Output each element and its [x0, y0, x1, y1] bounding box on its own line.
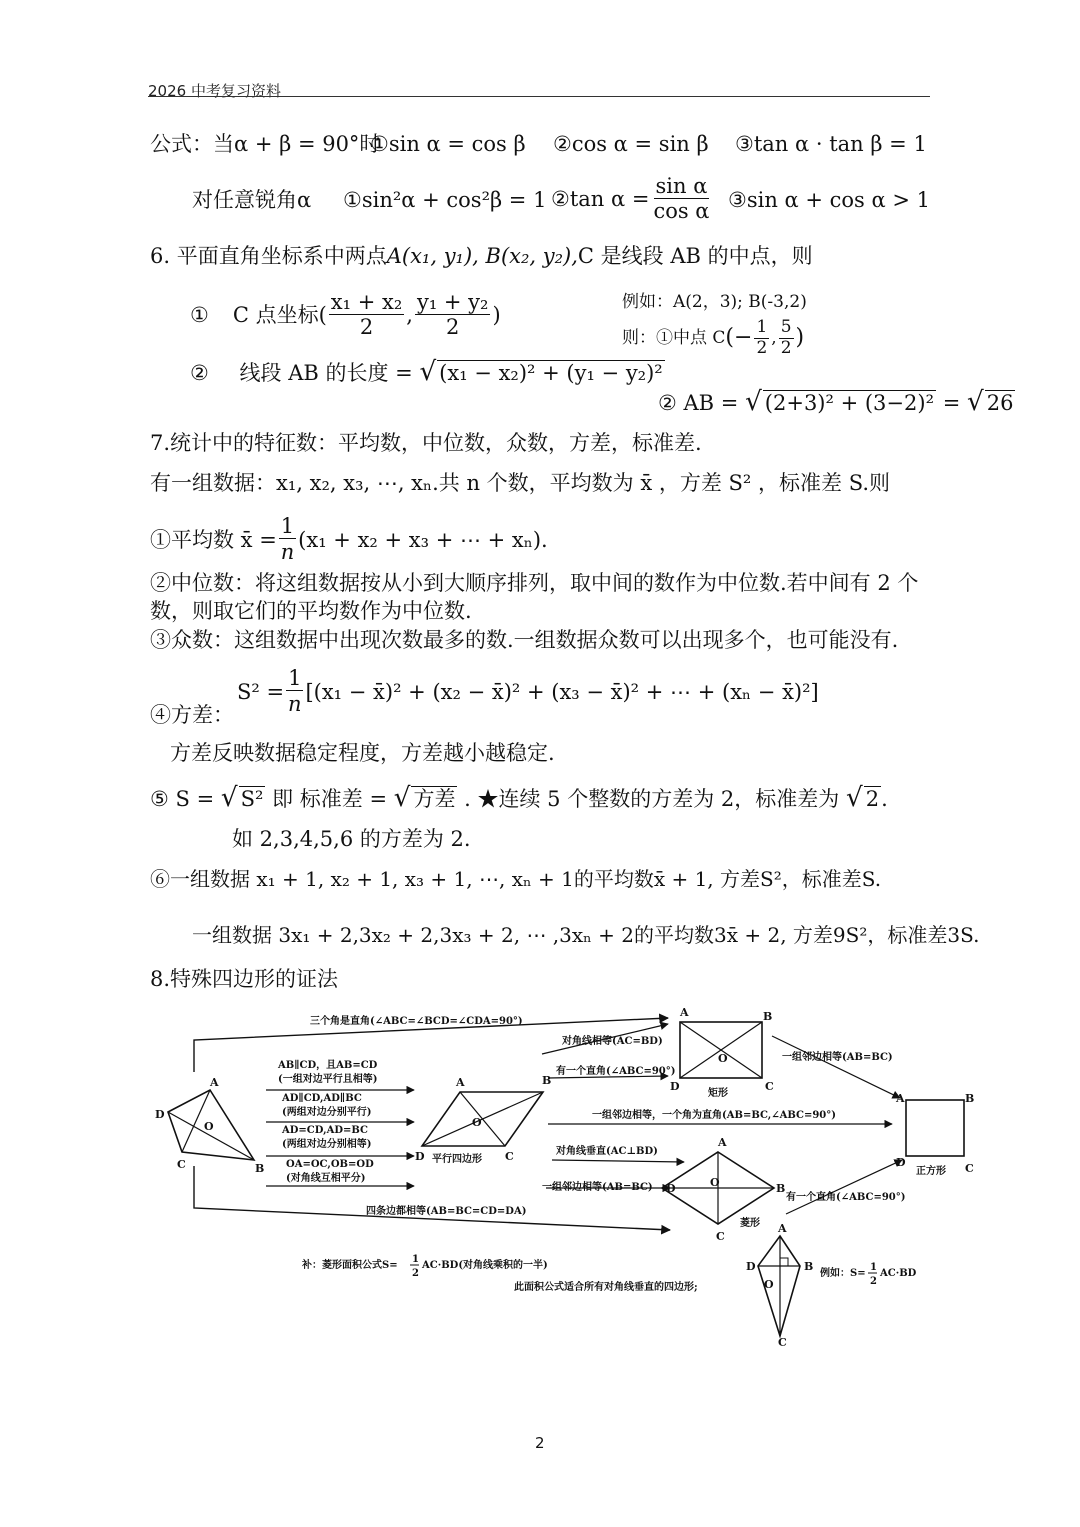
std-prefix: ⑤ S =: [150, 787, 215, 811]
kite-B: B: [804, 1260, 814, 1273]
label-rectangle: 矩形: [708, 1088, 728, 1099]
variance-formula: [237, 666, 819, 717]
trig-acute-label: 对任意锐角α: [192, 188, 312, 212]
std-mid: 即 标准差 =: [272, 787, 388, 811]
cond-3a: AD=CD,AD=BC: [282, 1125, 368, 1136]
midpoint-y: [415, 290, 491, 339]
sec6-points: A(x₁, y₁), B(x₂, y₂),: [386, 244, 578, 268]
label-four-sides: 四条边都相等(AB=BC=CD=DA): [366, 1206, 527, 1217]
std-sqrt-2: 2: [865, 787, 880, 811]
rect-A: A: [680, 1006, 689, 1019]
midpoint-x-num: x₁ + x₂: [330, 290, 403, 314]
std-sqrt: S²: [240, 787, 264, 811]
trig-condition: 当α + β = 90°时: [213, 132, 381, 156]
quad-B: B: [255, 1162, 265, 1175]
label-parallelogram: 平行四边形: [432, 1154, 482, 1165]
label-rhombus-to-square: 有一个直角(∠ABC=90°): [786, 1192, 906, 1203]
example-area-suffix: AC·BD: [880, 1268, 917, 1279]
tan-num: sin α: [655, 174, 708, 198]
rhombus-A: A: [718, 1136, 727, 1149]
quad-C: C: [177, 1158, 186, 1171]
sec6-title: [150, 243, 813, 269]
para-O: O: [472, 1116, 482, 1129]
sec6-item1-label: C 点坐标: [232, 302, 319, 327]
page-header: 2026 中考复习资料: [148, 82, 281, 100]
trig-formula-3: ③tan α · tan β = 1: [735, 132, 927, 156]
square-B: B: [965, 1092, 975, 1105]
label-three-right-angles: 三个角是直角(∠ABC=∠BCD=∠CDA=90°): [310, 1016, 523, 1027]
quad-A: A: [210, 1076, 219, 1089]
tan-den: cos α: [653, 199, 710, 224]
example-y-num: 5: [780, 317, 792, 337]
midpoint-x: [329, 290, 404, 339]
example-midpoint-y: [779, 318, 794, 358]
mean-formula: [150, 514, 548, 565]
cond-4b: (对角线互相平分): [286, 1173, 366, 1184]
midpoint-y-den: 2: [446, 315, 460, 340]
cond-4a: OA=OC,OB=OD: [286, 1159, 374, 1170]
example-midpoint: 则：①中点 C (− $\frac{1}{2}$ , $\frac{5}{2}$ ): [622, 317, 805, 358]
rhombus-O: O: [710, 1176, 720, 1189]
tan-fraction: [651, 174, 711, 223]
example-x-num: 1: [756, 317, 768, 337]
variance-fraction: [286, 666, 303, 717]
para-C: C: [505, 1150, 514, 1163]
mean-sum: (x₁ + x₂ + x₃ + ⋯ + xₙ).: [298, 527, 548, 552]
label-rhombus: 菱形: [740, 1218, 760, 1229]
cond-1a: AB∥CD，且AB=CD: [278, 1060, 378, 1071]
variance-left: S² =: [237, 679, 285, 704]
sec6-suffix: C 是线段 AB 的中点，则: [577, 244, 813, 268]
label-adjacent-equal: 一组邻边相等(AB=BC): [542, 1182, 653, 1193]
kite-A: A: [778, 1222, 787, 1235]
trig-formula-2: ②cos α = sin β: [553, 132, 709, 156]
example-half-num: 1: [870, 1262, 877, 1273]
arrow-rect-to-square: [772, 1036, 900, 1098]
example-x-den: 2: [756, 337, 768, 358]
sec6-item1-num: ①: [190, 302, 209, 327]
example-midpoint-prefix: 则：①中点 C: [622, 328, 726, 349]
quad-O: O: [204, 1120, 214, 1133]
std-end: .: [881, 787, 888, 811]
kite-O: O: [764, 1278, 774, 1291]
quadrilateral-proof-diagram: [150, 1000, 980, 1350]
rect-O: O: [718, 1052, 728, 1065]
square-D: D: [896, 1156, 906, 1169]
trig-formula-1: ①sin α = cos β: [370, 132, 526, 156]
kite-D: D: [746, 1260, 756, 1273]
midpoint-y-num: y₁ + y₂: [416, 290, 489, 314]
rhombus-B: B: [776, 1182, 786, 1195]
mean-fraction: [279, 514, 296, 565]
scale-rule: 一组数据 3x₁ + 2,3x₂ + 2,3x₃ + 2, ⋯ ,3xₙ + 2的平均数3x̄ + 2, 方差9S²，标准差3S.: [192, 923, 980, 947]
rhombus-C: C: [716, 1230, 725, 1243]
std-formula: ⑤ S = √ S² 即 标准差 = √ 方差 . ★连续 5 个整数的方差为 2，标准差为 √ 2.: [150, 783, 888, 813]
variance-note: 方差反映数据稳定程度，方差越小越稳定.: [170, 741, 555, 765]
rect-C: C: [765, 1080, 774, 1093]
note-applies: 此面积公式适合所有对角线垂直的四边形;: [514, 1282, 698, 1293]
distance-expr: (x₁ − x₂)² + (y₁ − y₂)²: [439, 361, 663, 385]
trig-identity-1: ①sin²α + cos²β = 1: [343, 188, 547, 212]
note-area-prefix: 补：菱形面积公式S=: [302, 1260, 398, 1271]
rect-D: D: [670, 1080, 680, 1093]
mean-frac-num: 1: [280, 514, 295, 538]
sec7-intro: 有一组数据：x₁, x₂, x₃, ⋯, xₙ.共 n 个数，平均数为 x̄ ，方差 S² ，标准差 S.则: [150, 471, 891, 495]
example-distance-prefix: ② AB =: [658, 391, 739, 415]
note-half-den: 2: [412, 1268, 419, 1279]
label-diag-equal: 对角线相等(AC=BD): [562, 1036, 663, 1047]
variance-label: ④方差：: [150, 703, 234, 727]
sec6-item-2: ② 线段 AB 的长度 = √ (x₁ − x₂)² + (y₁ − y₂)²: [190, 357, 663, 387]
para-B: B: [542, 1074, 552, 1087]
std-suffix: . ★连续 5 个整数的方差为 2，标准差为: [464, 787, 840, 811]
cond-1b: (一组对边平行且相等): [278, 1074, 378, 1085]
variance-expr: [(x₁ − x̄)² + (x₂ − x̄)² + (x₃ − x̄)² + ⋯ + (xₙ − x̄)²]: [305, 679, 819, 704]
shape-parallelogram: [422, 1092, 543, 1146]
cond-2b: (两组对边分别平行): [282, 1107, 372, 1118]
sec7-title: 7.统计中的特征数：平均数，中位数，众数，方差，标准差.: [150, 431, 702, 455]
example-distance-result: 26: [986, 391, 1014, 415]
example-y-den: 2: [780, 337, 792, 358]
variance-frac-num: 1: [288, 666, 302, 690]
example-distance-eq: =: [942, 391, 961, 415]
sec6-item2-num: ②: [190, 361, 209, 385]
tan-left: ②tan α =: [551, 186, 650, 211]
arrow-four-sides: [194, 1166, 670, 1230]
square-A: A: [896, 1092, 905, 1105]
kite-C: C: [778, 1336, 787, 1349]
quad-D: D: [155, 1108, 165, 1121]
example-half-den: 2: [870, 1276, 877, 1287]
mean-prefix: ①平均数 x̄ =: [150, 527, 277, 552]
arrow-diag-perp: [552, 1160, 684, 1162]
label-rect-to-square: 一组邻边相等(AB=BC): [782, 1052, 893, 1063]
shape-square: [906, 1100, 964, 1156]
label-one-right-angle: 有一个直角(∠ABC=90°): [556, 1066, 676, 1077]
mean-frac-den: n: [280, 540, 295, 565]
example-midpoint-x: [754, 318, 769, 358]
trig-line-1: [150, 131, 380, 157]
rhombus-D: D: [666, 1182, 676, 1195]
mode-text: ③众数：这组数据中出现次数最多的数.一组数据众数可以出现多个，也可能没有.: [150, 628, 899, 652]
arrow-rhombus-to-square: [786, 1160, 902, 1214]
square-C: C: [965, 1162, 974, 1175]
label-para-to-square: 一组邻边相等，一个角为直角(AB=BC,∠ABC=90°): [592, 1110, 836, 1121]
trig-label: 公式：: [150, 132, 213, 156]
trig-tan-ratio: [551, 174, 713, 223]
std-example: 如 2,3,4,5,6 的方差为 2.: [232, 827, 471, 851]
label-square: 正方形: [916, 1166, 946, 1177]
label-diag-perp: 对角线垂直(AC⊥BD): [556, 1146, 658, 1157]
median-line-2: 数，则取它们的平均数作为中位数.: [150, 599, 472, 623]
example-area-prefix: 例如：S=: [820, 1268, 866, 1279]
cond-3b: (两组对边分别相等): [282, 1139, 372, 1150]
header-rule: [148, 96, 930, 97]
note-area-suffix: AC·BD(对角线乘积的一半): [422, 1260, 548, 1271]
example-distance-expr: (2+3)² + (3−2)²: [764, 391, 934, 415]
para-D: D: [415, 1150, 425, 1163]
median-line-1: ②中位数：将这组数据按从小到大顺序排列，取中间的数作为中位数.若中间有 2 个: [150, 571, 919, 595]
example-points: 例如：A(2，3); B(-3,2): [622, 292, 807, 312]
example-distance: ② AB = √ (2+3)² + (3−2)² = √ 26: [658, 387, 1014, 417]
shift-rule: ⑥一组数据 x₁ + 1, x₂ + 1, x₃ + 1, ⋯, xₙ + 1的平均数x̄ + 1, 方差S²，标准差S.: [150, 867, 882, 891]
sec8-title: 8.特殊四边形的证法: [150, 967, 339, 991]
midpoint-x-den: 2: [359, 315, 374, 340]
variance-frac-den: n: [288, 692, 302, 717]
page-number: 2: [535, 1434, 545, 1452]
std-sqrt-variance: 方差: [413, 787, 456, 811]
para-A: A: [456, 1076, 465, 1089]
sec6-item2-label: 线段 AB 的长度 =: [239, 361, 413, 385]
rect-B: B: [763, 1010, 773, 1023]
sec6-prefix: 6. 平面直角坐标系中两点: [150, 244, 387, 268]
sec6-item-1: ① C 点坐标 ( $\frac{\text{x₁ + x₂}}{2}$ , $\frac{\text{y₁ + y₂}}{2}$ ): [190, 290, 501, 340]
cond-2a: AD∥CD,AD∥BC: [282, 1093, 362, 1104]
note-half-num: 1: [412, 1254, 419, 1265]
shape-rectangle: [680, 1022, 762, 1078]
trig-inequality: ③sin α + cos α > 1: [728, 188, 930, 212]
